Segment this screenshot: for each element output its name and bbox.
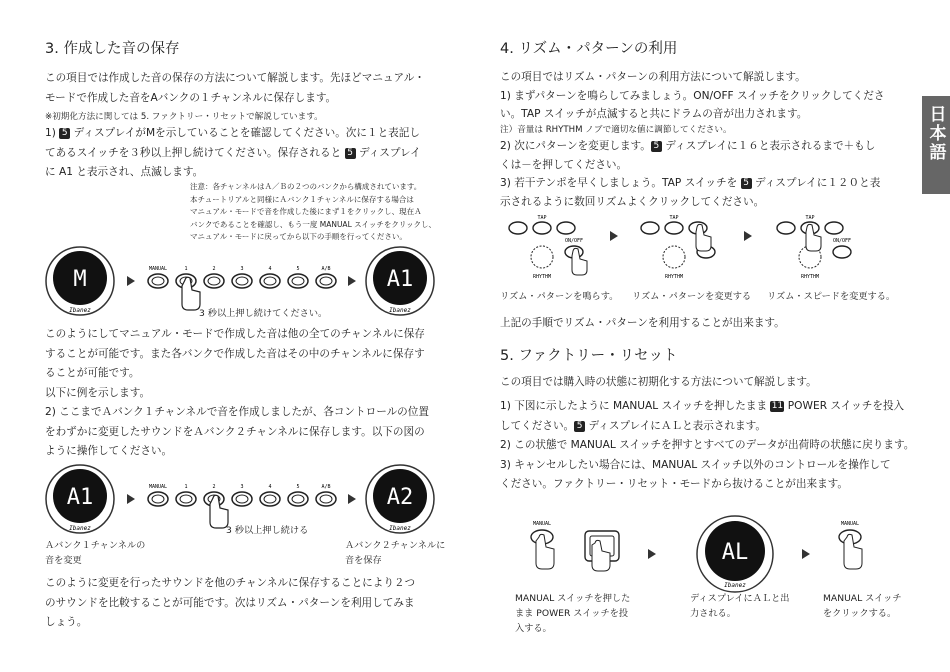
rhythm-knob-icon [663, 246, 685, 268]
caption-line: Ａバンク２チャンネルに [345, 540, 446, 551]
body-line: をわずかに変更したサウンドをＡバンク２チャンネルに保存します。以下の図の [45, 425, 425, 438]
switch-label: 5 [296, 266, 300, 272]
caution-line: マニュアル・モードで音を作成した後にまず１をクリックし、現在Ａ [190, 207, 422, 216]
brand-logo: Ibanez [389, 307, 411, 314]
switch-label: A/B [321, 266, 331, 272]
switch-label: 3 [240, 484, 244, 490]
step-text: 3) 若干テンポを早くしましょう。TAP スイッチを [500, 177, 738, 189]
arrow-icon [127, 276, 135, 286]
reset-note: ※初期化方法に関しては 5. ファクトリー・リセットで解説しています。 [45, 112, 323, 122]
rhythm-label: RHYTHM [664, 274, 684, 280]
section-3-title: 3. 作成した音の保存 [45, 41, 180, 57]
section-3-intro [45, 69, 425, 108]
section-4-intro [500, 68, 884, 124]
callout-badge: 5 [574, 421, 585, 432]
section-5-steps [500, 397, 914, 495]
body-line: のサウンドを比較することが可能です。次はリズム・パターンを利用してみま [45, 596, 415, 609]
step-text: 2) 次にパターンを変更します。 [500, 140, 651, 152]
display-al [697, 516, 773, 592]
switch-label: 4 [268, 266, 272, 272]
rhythm-caption-3: リズム・スピードを変更する。 [767, 291, 896, 302]
reset-caption-1 [515, 591, 630, 636]
footswitch-manual [148, 492, 168, 506]
step-text: してください。 [500, 419, 575, 432]
caution-line: マニュアル・モードに戻ってから以下の手順を行ってください。 [190, 232, 407, 241]
footswitch-3 [232, 492, 252, 506]
arrow-icon [127, 494, 135, 504]
intro-line: モードで作成した音をAバンクの１チャンネルに保存します。 [45, 91, 337, 104]
rhythm-caption-1: リズム・パターンを鳴らす。 [500, 291, 619, 302]
caption-line: MANUAL スイッチを押した [515, 593, 631, 604]
step-text: 2) この状態で MANUAL スイッチを押すとすべてのデータが出荷時の状態に戻ります。 [500, 439, 915, 451]
step-text: ください。ファクトリー・リセット・モードから抜けることが出来ます。 [500, 478, 849, 490]
switch-label: MANUAL [148, 266, 168, 272]
arrow-icon [744, 231, 752, 241]
manual-switch-click [839, 521, 862, 569]
footswitch-4 [260, 274, 280, 288]
step-text: POWER スイッチを投入 [787, 400, 905, 412]
section-5-intro: この項目では購入時の状態に初期化する方法について解説します。 [500, 376, 817, 388]
language-tab-label: 日本語 [925, 105, 946, 162]
caption-line: Ａバンク１チャンネルの [45, 540, 146, 551]
rhythm-panel-3 [777, 215, 851, 280]
caution-note [190, 181, 436, 244]
tap-label: TAP [537, 215, 547, 221]
rhythm-knob-icon [531, 246, 553, 268]
step-text: に A1 と表示され、点滅します。 [45, 166, 204, 178]
step-number: 1) [45, 127, 56, 139]
onoff-label: ON/OFF [564, 238, 584, 244]
callout-badge: 5 [741, 178, 752, 189]
volume-note: 注）音量は RHYTHM ノブで適切な値に調節してください。 [500, 125, 732, 135]
footswitch-2 [204, 274, 224, 288]
figure-rhythm-diagram [500, 212, 910, 292]
display-a1 [46, 465, 114, 533]
switch-label: A/B [321, 484, 331, 490]
step-text: 3) キャンセルしたい場合には、MANUAL スイッチ以外のコントロールを操作して [500, 458, 891, 471]
display-a1 [366, 247, 434, 315]
footswitch-row [148, 266, 336, 288]
section-3-body [45, 325, 429, 462]
switch-label: 4 [268, 484, 272, 490]
body-line: しょう。 [45, 616, 88, 628]
brand-logo: Ibanez [69, 307, 91, 314]
rhythm-label: RHYTHM [532, 274, 552, 280]
body-line: ることが可能です。 [45, 367, 140, 379]
reset-caption-3 [823, 591, 902, 621]
caption-line: まま POWER スイッチを投 [515, 608, 629, 619]
display-text: A1 [386, 267, 414, 292]
switch-label: 1 [184, 266, 188, 272]
step-text: 示されるように数回リズムよくクリックしてください。 [500, 195, 765, 208]
arrow-icon [802, 549, 810, 559]
section-3-closing [45, 574, 415, 633]
step-text: ディスプレイ [358, 146, 421, 159]
caption-line: 入する。 [515, 623, 552, 634]
body-line: することが可能です。また各バンクで作成した音はその中のチャンネルに保存す [45, 347, 425, 360]
caption-line: をクリックする。 [823, 608, 897, 619]
body-line: 1) まずパターンを鳴らしてみましょう。ON/OFF スイッチをクリックしてくださ [500, 89, 885, 102]
footswitch-1 [176, 492, 196, 506]
display-a2 [366, 465, 434, 533]
body-line: 2) ここまでＡバンク１チャンネルで音を作成しましたが、各コントロールの位置 [45, 406, 429, 418]
body-line: このように変更を行ったサウンドを他のチャンネルに保存することにより２つ [45, 577, 416, 589]
display-text: A1 [66, 485, 94, 510]
switch-label: 2 [212, 484, 216, 490]
step-text: ディスプレイに１６と表示されるまで＋もし [665, 140, 876, 152]
caption-line: 音を変更 [45, 555, 82, 566]
switch-label: MANUAL [148, 484, 168, 490]
body-line: ように操作してください。 [45, 445, 173, 457]
step-text: ディスプレイがMを示していることを確認してください。次に１と表記し [73, 127, 420, 139]
rhythm-label: RHYTHM [800, 274, 820, 280]
section-5-title: 5. ファクトリー・リセット [500, 348, 678, 364]
rhythm-panel-1 [509, 215, 587, 280]
caption-line: 力される。 [690, 608, 736, 619]
manual-switch-press [531, 521, 554, 569]
switch-label: 1 [184, 484, 188, 490]
footswitch-3 [232, 274, 252, 288]
rhythm-caption-2: リズム・パターンを変更する [632, 291, 752, 302]
switch-label: 3 [240, 266, 244, 272]
step-text: ディスプレイに１２０と表 [754, 177, 881, 189]
caption-line: MANUAL スイッチ [823, 593, 902, 604]
onoff-label: ON/OFF [832, 238, 852, 244]
footswitch-manual [148, 274, 168, 288]
figure-reset-diagram [510, 515, 900, 595]
language-tab [922, 96, 950, 194]
arrow-icon [348, 494, 356, 504]
caution-line: 注意：各チャンネルはＡ／Ｂの２つのバンクから構成されています。 [190, 182, 422, 191]
footswitch-4 [260, 492, 280, 506]
callout-badge: 11 [771, 401, 784, 411]
callout-badge: 5 [345, 148, 356, 159]
display-text: M [73, 267, 87, 292]
tap-label: TAP [805, 215, 815, 221]
callout-badge: 5 [59, 128, 70, 139]
body-line: この項目ではリズム・パターンの利用方法について解説します。 [500, 71, 806, 83]
figure-1-caption: 3 秒以上押し続けてください。 [199, 308, 328, 319]
step-text: ディスプレイにＡＬと表示されます。 [588, 419, 766, 432]
brand-logo: Ibanez [389, 525, 411, 532]
reset-caption-2 [690, 591, 790, 621]
figure-2-caption: 3 秒以上押し続ける [226, 525, 309, 536]
rhythm-summary: 上記の手順でリズム・パターンを利用することが出来ます。 [500, 317, 785, 329]
footswitch-ab [316, 274, 336, 288]
display-text: A2 [386, 485, 414, 510]
brand-logo: Ibanez [69, 525, 91, 532]
step-1 [45, 124, 421, 183]
callout-badge: 5 [651, 141, 662, 152]
arrow-icon [648, 549, 656, 559]
caution-line: 本チュートリアルと同様にＡバンク１チャンネルに保存する場合は [190, 194, 414, 204]
brand-logo: Ibanez [724, 582, 746, 589]
manual-label: MANUAL [532, 521, 552, 527]
step-text: てあるスイッチを３秒以上押し続けてください。保存されると [45, 146, 342, 159]
caution-line: バンクであることを確認し、もう一度 MANUAL スイッチをクリックし、 [190, 219, 437, 229]
arrow-icon [348, 276, 356, 286]
figure-2-right-caption [345, 538, 445, 568]
power-switch-press [585, 531, 619, 571]
footswitch-5 [288, 274, 308, 288]
section-4-steps [500, 137, 880, 211]
body-line: このようにしてマニュアル・モードで作成した音は他の全てのチャンネルに保存 [45, 328, 425, 340]
figure-2-left-caption [45, 538, 145, 568]
caption-line: ディスプレイにＡＬと出 [690, 593, 790, 604]
display-text: AL [721, 540, 749, 565]
footswitch-row [148, 484, 336, 506]
footswitch-ab [316, 492, 336, 506]
body-line: い。TAP スイッチが点滅すると共にドラムの音が出力されます。 [500, 108, 808, 120]
switch-label: 5 [296, 484, 300, 490]
footswitch-5 [288, 492, 308, 506]
caption-line: 音を保存 [345, 555, 382, 566]
rhythm-panel-2 [641, 215, 715, 280]
step-text: 1) 下図に示したように MANUAL スイッチを押したまま [500, 400, 768, 412]
manual-label: MANUAL [840, 521, 860, 527]
section-4-title: 4. リズム・パターンの利用 [500, 41, 678, 57]
tap-label: TAP [669, 215, 679, 221]
switch-label: 2 [212, 266, 216, 272]
intro-line: この項目では作成した音の保存の方法について解説します。先ほどマニュアル・ [45, 72, 425, 84]
arrow-icon [610, 231, 618, 241]
display-m [46, 247, 114, 315]
pressing-hand-icon [182, 277, 200, 310]
body-line: 以下に例を示します。 [45, 386, 151, 399]
step-text: くは－を押してください。 [500, 158, 628, 171]
